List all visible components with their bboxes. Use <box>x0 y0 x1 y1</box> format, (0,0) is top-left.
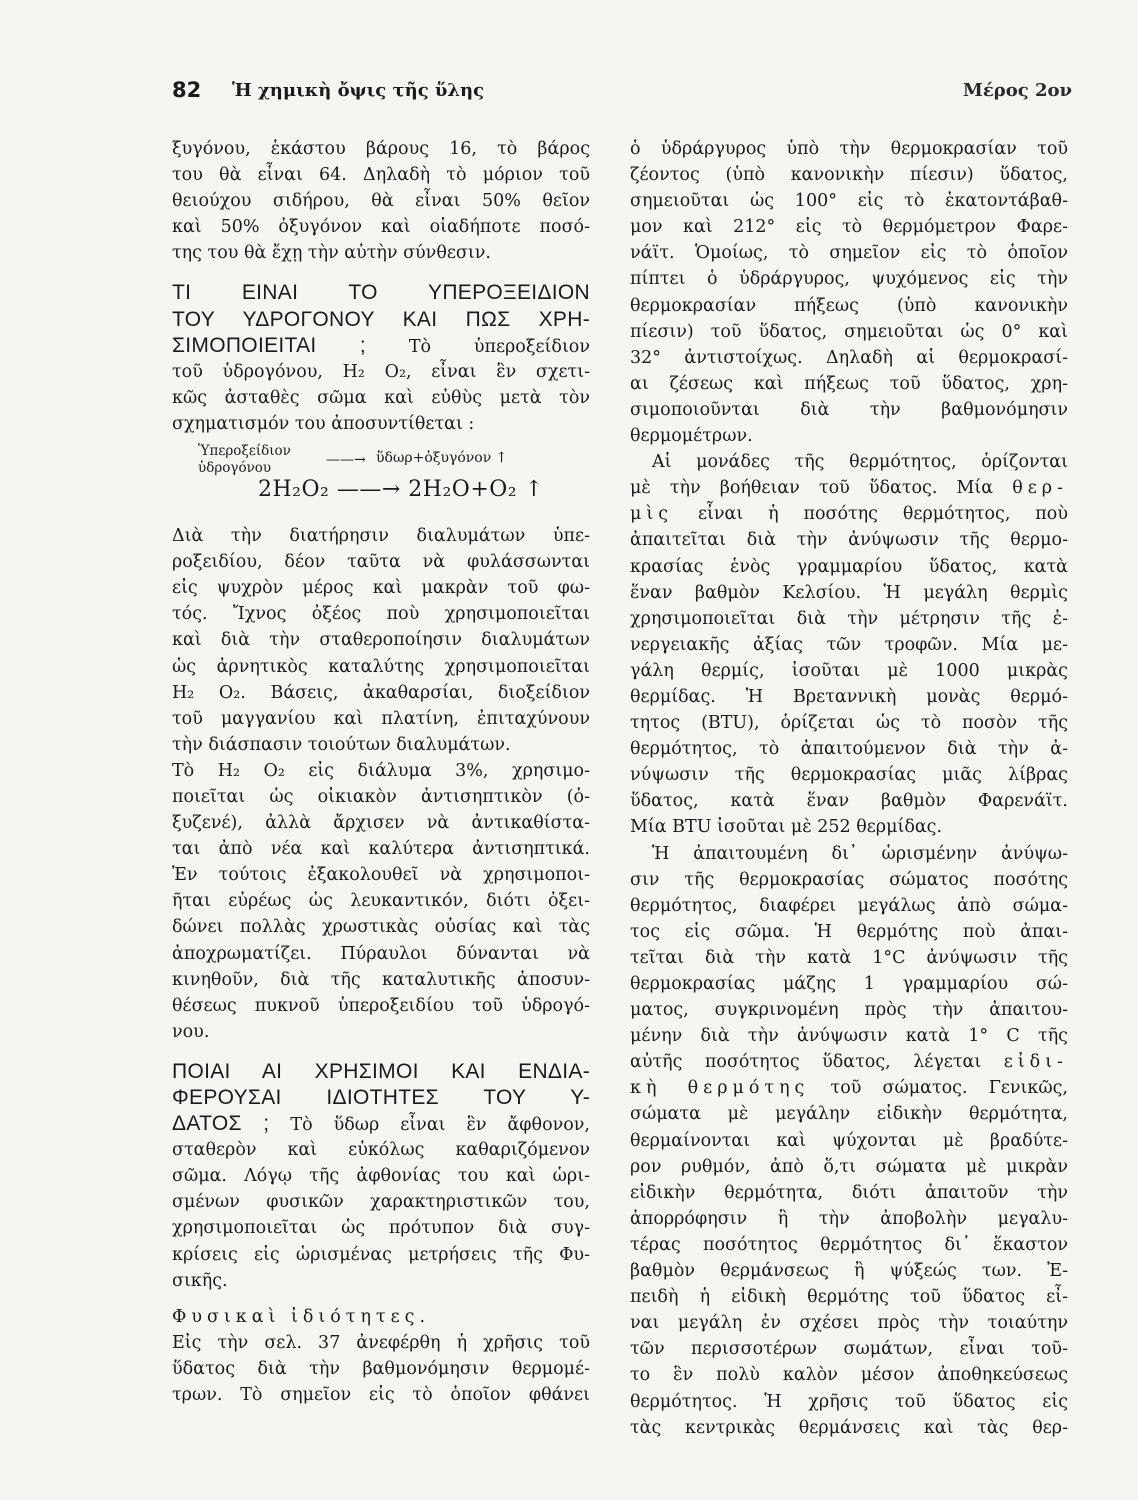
text-line <box>630 1075 1068 1101</box>
heading-line: ΦΕΡΟΥΣΑΙ ΙΔΙΟΤΗΤΕΣ ΤΟΥ Υ- <box>172 1086 590 1109</box>
text-line: νου. <box>172 1021 210 1042</box>
text-line: πίπτει ὁ ὑδράργυρος, ψυχόμενος εἰς τὴν <box>630 269 1068 290</box>
reactant-name-line: ὑδρογόνου <box>198 460 272 477</box>
text-line: ποιεῖται ὡς οἰκιακὸν ἀντισηπτικὸν (ὀ- <box>172 786 590 807</box>
text-line: ὁ ὑδράργυρος ὑπὸ τὴν θερμοκρασίαν τοῦ <box>630 139 1068 159</box>
text-line: μένην διὰ τὴν ἀνύψωσιν κατὰ 1° C τῆς <box>630 1026 1068 1047</box>
text-line: ἀπορρόφησιν ἢ τὴν ἀποβολὴν μεγαλυ- <box>630 1208 1068 1229</box>
text-line <box>630 475 1068 501</box>
text-line: ρον ρυθμόν, ἀπὸ ὅ,τι σώματα μὲ μικρὰν <box>630 1156 1068 1177</box>
text-line: σχηματισμόν του ἀποσυντίθεται : <box>172 413 475 434</box>
text-line: σώματα μὲ μεγάλην εἰδικὴν θερμότητα, <box>630 1104 1068 1125</box>
text-line <box>172 1111 590 1137</box>
text-line: θερμίδας. Ἡ Βρεταννικὴ μονὰς θερμό- <box>630 686 1068 707</box>
text-line: ἀπαιτεῖται διὰ τὴν ἀνύψωσιν τῆς θερμο- <box>630 530 1068 551</box>
text-line: πίεσιν) τοῦ ὕδατος, σημειοῦται ὡς 0° καὶ <box>630 321 1068 342</box>
text-line: τος εἰς σῶμα. Ἡ θερμότης ποὺ ἀπαι- <box>630 921 1068 942</box>
text-line: χρησιμοποιεῖται ὡς πρότυπον διὰ συγ- <box>172 1218 590 1239</box>
text-line: τὰς κεντρικὰς θερμάνσεις καὶ τὰς θερ- <box>630 1417 1068 1438</box>
text-line: θερμότητος, διαφέρει μεγάλως ἀπὸ σώμα- <box>630 895 1068 916</box>
text-line: σμένων φυσικῶν χαρακτηριστικῶν του, <box>172 1192 590 1213</box>
heading-line: ΤΙ ΕΙΝΑΙ ΤΟ ΥΠΕΡΟΞΕΙΔΙΟΝ <box>172 281 590 305</box>
text-line: ξυζενέ), ἀλλὰ ἄρχισεν νὰ ἀντικαθίστα- <box>172 813 590 834</box>
text-line: τὴν διάσπασιν τοιούτων διαλυμάτων. <box>172 734 511 755</box>
part-label: Μέρος 2ον <box>962 80 1072 101</box>
text-line: ὕδατος, κατὰ ἕναν βαθμὸν Φαρενάϊτ. <box>630 791 1068 812</box>
text-line: γάλη θερμίς, ἰσοῦται μὲ 1000 μικρὰς <box>630 660 1068 681</box>
text-line: πειδὴ ἡ εἰδικὴ θερμότης τοῦ ὕδατος εἶ- <box>630 1287 1068 1308</box>
text-line: 32° ἀντιστοίχως. Δηλαδὴ αἱ θερμοκρασί- <box>630 347 1068 368</box>
section-heading-water-properties <box>172 1059 590 1294</box>
text-line: Τὸ H₂ O₂ εἰς διάλυμα 3%, χρησιμο- <box>172 760 590 781</box>
paragraph-start: Τὸ ὑπεροξείδιον <box>408 336 590 357</box>
text-line: του θὰ εἶναι 64. Δηλαδὴ τὸ μόριον τοῦ <box>172 165 590 186</box>
text-line: βαθμὸν θερμάνσεως ἢ ψύξεώς των. Ἐ- <box>630 1261 1068 1282</box>
paragraph <box>630 136 1068 449</box>
text-line: θερμότητος, τὸ ἀπαιτούμενον διὰ τὴν ἀ- <box>630 739 1068 760</box>
reaction-products: ὕδωρ+ὀξυγόνον ↑ <box>376 450 508 467</box>
text-line: θερμότητος. Ἡ χρῆσις τοῦ ὕδατος εἰς <box>630 1391 1068 1412</box>
text-line: ἀποχρωματίζει. Πύραυλοι δύνανται νὰ <box>172 943 590 964</box>
text-line: σταθερὸν καὶ εὐκόλως καθαριζόμενον <box>172 1140 590 1161</box>
text-line: ζέοντος (ὑπὸ κανονικὴν πίεσιν) ὕδατος, <box>630 165 1068 186</box>
text-line: νεργειακῆς ἀξίας τῶν τροφῶν. Μία με- <box>630 634 1068 655</box>
text-line: καὶ διὰ τὴν σταθεροποίησιν διαλυμάτων <box>172 630 590 651</box>
paragraph-specific-heat <box>630 841 1068 1441</box>
heading-tail: ΔΑΤΟΣ ; <box>172 1112 270 1136</box>
text-line: χρησιμοποιεῖται διὰ τὴν μέτρησιν τῆς ἐ- <box>630 608 1068 629</box>
text-line: καὶ 50% ὀξυγόνον καὶ οἱαδήποτε ποσό- <box>172 217 590 238</box>
reactant-name <box>198 443 291 477</box>
text-line: σημειοῦται ὡς 100° εἰς τὸ ἑκατοντάβαθ- <box>630 191 1068 212</box>
reactant-name-line: Ὑπεροξείδιον <box>198 443 291 460</box>
text-line: θερμοκρασίαν πήξεως (ὑπὸ κανονικὴν <box>630 295 1068 316</box>
text-line: τρων. Τὸ σημεῖον εἰς τὸ ὁποῖον φθάνει <box>172 1385 590 1406</box>
subheading-physical-properties: Φυσικαὶ ἰδιότητες. <box>172 1306 431 1327</box>
text-span: αὐτῆς ποσότητος ὕδατος, λέγεται <box>630 1052 982 1073</box>
paragraph-heat-units <box>630 449 1068 840</box>
text-line: Ἡ ἀπαιτουμένη δι᾿ ὡρισμένην ἀνύψω- <box>652 843 1068 864</box>
text-line: θερμομέτρων. <box>630 426 753 447</box>
spaced-term: θερ- <box>1012 478 1068 499</box>
spaced-term: μὶς <box>630 504 674 525</box>
paragraph <box>172 136 590 266</box>
text-line: σιμοποιοῦνται διὰ τὴν βαθμονόμησιν <box>630 399 1068 420</box>
text-span: εἶναι ἡ ποσότης θερμότητος, ποὺ <box>697 504 1068 525</box>
text-line: ὕδατος διὰ τὴν βαθμονόμησιν θερμομέ- <box>172 1358 590 1379</box>
text-span: τοῦ σώματος. Γενικῶς, <box>830 1078 1068 1099</box>
text-line: δώνει πολλὰς χρωστικὰς οὐσίας καὶ τὰς <box>172 917 590 938</box>
text-line: ται ἀπὸ νέα καὶ καλύτερα ἀντισηπτικά. <box>172 839 590 860</box>
text-line: ναι μεγάλη ἐν σχέσει πρὸς τὴν τοιαύτην <box>630 1313 1068 1334</box>
text-line: της του θὰ ἔχῃ τὴν αὐτὴν σύνθεσιν. <box>172 243 491 264</box>
text-line: μον καὶ 212° εἰς τὸ θερμόμετρον Φαρε- <box>630 217 1068 238</box>
text-line: θειούχου σιδήρου, θὰ εἶναι 50% θεῖον <box>172 191 590 212</box>
reaction-formula: 2H₂O₂ ——→ 2H₂O+O₂ ↑ <box>258 477 544 503</box>
text-line: εἰς ψυχρὸν μέρος καὶ μακρὰν τοῦ φω- <box>172 578 590 599</box>
text-line <box>630 501 1068 527</box>
text-line: τῶν περισσοτέρων σωμάτων, εἶναι τοῦ- <box>630 1339 1068 1360</box>
text-line: σιν τῆς θερμοκρασίας σώματος ποσότης <box>630 869 1068 890</box>
right-column <box>630 136 1068 1441</box>
paragraph <box>172 758 590 1045</box>
text-line: Αἱ μονάδες τῆς θερμότητος, ὁρίζονται <box>652 452 1068 473</box>
paragraph <box>172 523 590 758</box>
text-line: ῆται εὐρέως ὡς λευκαντικόν, διότι ὀξει- <box>172 891 590 912</box>
text-line: κινηθοῦν, διὰ τῆς καταλυτικῆς ἀποσυν- <box>172 969 590 990</box>
text-line <box>172 333 590 359</box>
heading-line: ΠΟΙΑΙ ΑΙ ΧΡΗΣΙΜΟΙ ΚΑΙ ΕΝΔΙΑ- <box>172 1059 590 1083</box>
text-line: ροξειδίου, δέον ταῦτα νὰ φυλάσσωνται <box>172 552 590 573</box>
text-line: σῶμα. Λόγῳ τῆς ἀφθονίας του καὶ ὡρι- <box>172 1166 590 1187</box>
page-header <box>172 78 1072 108</box>
text-line: σικῆς. <box>172 1270 228 1291</box>
text-line: τός. Ἴχνος ὀξέος ποὺ χρησιμοποιεῖται <box>172 604 590 625</box>
text-line <box>630 1049 1068 1075</box>
text-line: νύψωσιν τῆς θερμοκρασίας μιᾶς λίβρας <box>630 765 1068 786</box>
running-title: Ἡ χημικὴ ὄψις τῆς ὕλης <box>232 80 485 101</box>
text-line: Μία BTU ἰσοῦται μὲ 252 θερμίδας. <box>630 817 943 838</box>
chemical-reaction <box>172 441 590 521</box>
text-line: ξυγόνου, ἑκάστου βάρους 16, τὸ βάρος <box>172 139 590 159</box>
section-heading-hydrogen-peroxide <box>172 280 590 437</box>
text-line: τεῖται διὰ τὴν κατὰ 1°C ἀνύψωσιν τῆς <box>630 947 1068 968</box>
text-span: μὲ τὴν βοήθειαν τοῦ ὕδατος. Μία <box>630 478 994 499</box>
text-line: τοῦ ὑδρογόνου, H₂ O₂, εἶναι ἓν σχετι- <box>172 361 590 382</box>
text-line: αι ζέσεως καὶ πήξεως τοῦ ὕδατος, χρη- <box>630 373 1068 394</box>
text-line: ὡς ἀρνητικὸς καταλύτης χρησιμοποιεῖται <box>172 656 590 677</box>
paragraph-start: Τὸ ὕδωρ εἶναι ἓν ἄφθονον, <box>290 1115 590 1136</box>
text-line: εἰδικὴν θερμότητα, διότι ἀπαιτοῦν τὴν <box>630 1182 1068 1203</box>
text-line: θέσεως πυκνοῦ ὑπεροξειδίου τοῦ ὑδρογό- <box>172 995 590 1016</box>
left-column <box>172 136 590 1408</box>
text-line: τητος (BTU), ὁρίζεται ὡς τὸ ποσὸν τῆς <box>630 713 1068 734</box>
text-line: ματος, συγκρινομένη πρὸς τὴν ἀπαιτου- <box>630 1000 1068 1021</box>
text-line: κῶς ἀσταθὲς σῶμα καὶ εὐθὺς μετὰ τὸν <box>172 387 590 408</box>
text-line: Εἰς τὴν σελ. 37 ἀνεφέρθη ἡ χρῆσις τοῦ <box>172 1332 590 1353</box>
text-line: Διὰ τὴν διατήρησιν διαλυμάτων ὑπε- <box>172 526 590 547</box>
text-line: τοῦ μαγγανίου καὶ πλατίνη, ἐπιταχύνουν <box>172 708 590 729</box>
text-line: ἕναν βαθμὸν Κελσίου. Ἡ μεγάλη θερμὶς <box>630 582 1068 603</box>
text-line: τέρας ποσότητος θερμότητος δι᾿ ἕκαστον <box>630 1234 1068 1255</box>
text-line: κρασίας ἑνὸς γραμμαρίου ὕδατος, κατὰ <box>630 556 1068 577</box>
text-line: Ἐν τούτοις ἐξακολουθεῖ νὰ χρησιμοποι- <box>172 865 590 886</box>
text-line: κρίσεις εἰς ὡρισμένας μετρήσεις τῆς Φυ- <box>172 1244 590 1265</box>
text-line: θερμοκρασίας μάζης 1 γραμμαρίου σώ- <box>630 974 1068 994</box>
spaced-term: κὴ θερμότης <box>630 1078 810 1099</box>
spaced-term: εἰδι- <box>1003 1052 1068 1073</box>
heading-line: ΤΟΥ ΥΔΡΟΓΟΝΟΥ ΚΑΙ ΠΩΣ ΧΡΗ- <box>172 307 590 331</box>
paragraph <box>172 1330 590 1408</box>
page-number: 82 <box>172 78 202 102</box>
reaction-arrow: ——→ <box>326 452 366 469</box>
text-line: νάϊτ. Ὁμοίως, τὸ σημεῖον εἰς τὸ ὁποῖον <box>630 243 1068 264</box>
heading-tail: ΣΙΜΟΠΟΙΕΙΤΑΙ ; <box>172 333 367 357</box>
text-line: H₂ O₂. Βάσεις, ἀκαθαρσίαι, διοξείδιον <box>172 682 590 703</box>
text-line: το ἓν πολὺ καλὸν μέσον ἀποθηκεύσεως <box>630 1365 1068 1386</box>
text-line: θερμαίνονται καὶ ψύχονται μὲ βραδύτε- <box>630 1130 1068 1151</box>
